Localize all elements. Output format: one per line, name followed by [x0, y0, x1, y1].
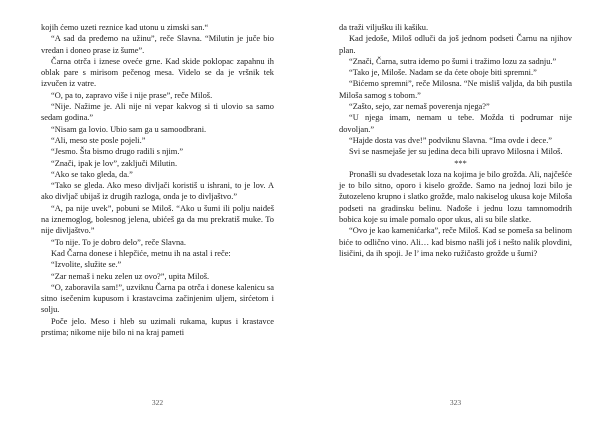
- paragraph: “Bićemo spremni”, reče Milosna. “Ne misliš valjda, da bih pustila Miloša samog s tobom.”: [339, 79, 572, 100]
- paragraph: Poče jelo. Meso i hleb su uzimali rukama, kupus i krastavce prstima; nikome nije bilo ni na kraj pameti: [41, 316, 274, 338]
- paragraph: “Jesmo. Šta bismo drugo radili s njim.”: [51, 147, 184, 157]
- paragraph: “Tako se gleda. Ako meso divljači koristiš u ishrani, to je lov. A ako divljač ubijaš iz drugih razloga, onda je to divljaštvo.”: [41, 181, 274, 202]
- paragraph: Pronašli su dvadesetak loza na kojima je bilo grožđa. Ali, najčešće je to bilo sitno, oporo i kiselo grožđe. Samo na jednoj lozi bilo je žutozeleno krupno i slatko grožđe, malo nakiselog ukusa koje Miloša podseti na gradinsku belinu. Nađoše i jednu lozu tamnomodrih bobica koje su imale pomalo opor ukus, ali su bile slatke.: [339, 169, 572, 225]
- paragraph: Čarna otrča i iznese oveće grne. Kad skide poklopac zapahnu ih oblak pare s mirisom pečenog mesa. Videlo se da je vršnik tek izvučen iz vatre.: [41, 56, 274, 89]
- paragraph: “Znači, Čarna, sutra idemo po šumi i tražimo lozu za sadnju.”: [349, 56, 557, 66]
- section-separator: ***: [454, 158, 467, 168]
- paragraph: “A, pa nije uvek”, pobuni se Miloš. “Ako u šumi ili polju naiđeš na iznemoglog, bolesnog jelena, ubićeš ga da mu prekratiš muke. To nije divljaštvo.”: [41, 203, 274, 236]
- paragraph: “Nije. Nažime je. Ali nije ni vepar kakvog si ti ulovio sa samo sedam godina.”: [41, 102, 274, 123]
- paragraph: da traži viljušku ili kašiku.: [339, 23, 429, 32]
- paragraph: “Ali, meso ste posle pojeli.”: [51, 135, 146, 145]
- left-page: [41, 22, 274, 338]
- paragraph: “Ako se tako gleda, da.”: [51, 169, 133, 179]
- right-page: [339, 22, 572, 259]
- paragraph: “O, pa to, zapravo više i nije prase”, reče Miloš.: [51, 90, 213, 100]
- paragraph: “Tako je, Miloše. Nadam se da ćete oboje biti spremni.”: [349, 68, 537, 78]
- paragraph: “Nisam ga lovio. Ubio sam ga u samoodbrani.: [51, 124, 207, 134]
- paragraph: “Izvolite, služite se.”: [51, 260, 122, 270]
- paragraph: “Hajde dosta vas dve!” podviknu Slavna. “Ima ovde i dece.”: [349, 135, 553, 145]
- paragraph: kojih ćemo uzeti reznice kad utonu u zimski san.“: [41, 23, 209, 32]
- paragraph: “To nije. To je dobro delo”, reče Slavna.: [51, 237, 186, 247]
- page-number-left: 322: [151, 398, 164, 407]
- paragraph: “Ovo je kao kamenićarka”, reče Miloš. Kad se pomeša sa belinom biće to odlično vino. Ali… kad bismo našli još i nešto nalik plovdini, lisičini, da ih spoji. Je l’ ima neko ružičasto grožđe u šumi?: [339, 226, 572, 258]
- paragraph: Kad Čarna donese i hlepčiće, metnu ih na astal i reče:: [51, 248, 231, 258]
- paragraph: Svi se nasmejaše jer su jedina deca bili upravo Milosna i Miloš.: [349, 147, 563, 157]
- paragraph: “O, zaboravila sam!”, uzviknu Čarna pa otrča i donese kalenicu sa sitno isečenim kupusom i krastavcima začinjenim uljem, sirćetom i solju.: [41, 282, 274, 315]
- paragraph: “Zašto, sejo, zar nemaš poverenja njega?”: [349, 102, 490, 112]
- paragraph: Kad jedoše, Miloš odluči da još jednom podseti Čarnu na njihov plan.: [339, 34, 572, 55]
- paragraph: “U njega imam, nemam u tebe. Možda ti podrumar nije dovoljan.”: [339, 113, 572, 134]
- page-number-right: 323: [449, 398, 462, 407]
- paragraph: “Zar nemaš i neku zelen uz ovo?”, upita Miloš.: [51, 271, 210, 281]
- paragraph: “A sad da pređemo na užinu”, reče Slavna. “Milutin je juče bio vredan i doneo prase iz šume”.: [41, 34, 274, 55]
- paragraph: “Znači, ipak je lov”, zaključi Milutin.: [51, 158, 178, 168]
